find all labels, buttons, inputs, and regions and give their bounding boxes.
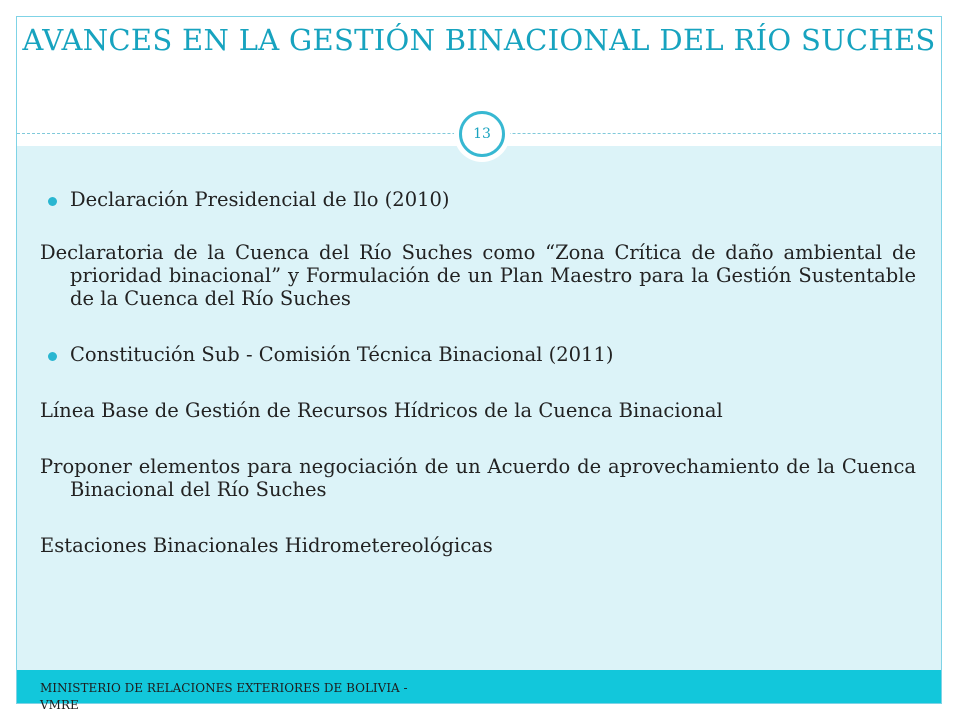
paragraph-item: Proponer elementos para negociación de un Acuerdo de aprovechamiento de la Cuenca Binacional del Río Suches (40, 455, 916, 501)
footer-bar (17, 670, 941, 712)
bullet-item (40, 188, 916, 211)
bullet-item (40, 343, 916, 366)
paragraph-item: Línea Base de Gestión de Recursos Hídricos de la Cuenca Binacional (40, 399, 723, 422)
bullet-dot-icon (48, 197, 57, 206)
slide-number-badge (454, 106, 510, 162)
slide-body (40, 188, 916, 557)
slide-title: AVANCES EN LA GESTIÓN BINACIONAL DEL RÍO SUCHES (22, 23, 936, 57)
slide-number: 13 (459, 111, 505, 157)
bullet-dot-icon (48, 352, 57, 361)
bullet-text: Constitución Sub - Comisión Técnica Binacional (2011) (70, 343, 614, 366)
paragraph-item: Estaciones Binacionales Hidrometereológicas (40, 534, 493, 557)
bullet-text: Declaración Presidencial de Ilo (2010) (70, 188, 450, 211)
footer-text: MINISTERIO DE RELACIONES EXTERIORES DE BOLIVIA - VMRE (40, 681, 408, 712)
paragraph-item: Declaratoria de la Cuenca del Río Suches como “Zona Crítica de daño ambiental de prioridad binacional” y Formulación de un Plan Maestro para la Gestión Sustentable de la Cuenca del Río Suches (40, 241, 916, 310)
